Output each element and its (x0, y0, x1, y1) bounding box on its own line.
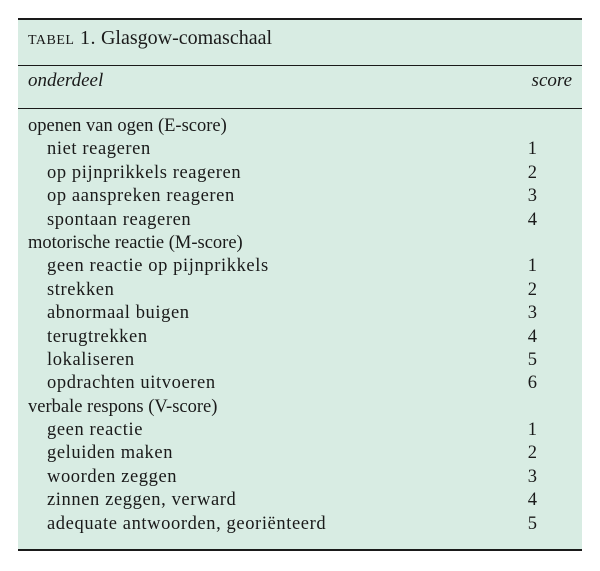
table-row (18, 489, 582, 512)
item-score: 2 (527, 443, 537, 464)
table-row (18, 326, 582, 349)
table-row (18, 442, 582, 465)
item-score: 1 (527, 256, 537, 277)
item-score: 1 (527, 139, 537, 160)
table-row (18, 209, 582, 232)
item-score: 2 (527, 279, 537, 300)
item-description: woorden zeggen (47, 466, 178, 487)
table-row (18, 162, 582, 185)
bottom-rule (18, 549, 582, 551)
item-score: 5 (527, 349, 537, 370)
table-row (18, 419, 582, 442)
table-row (18, 349, 582, 372)
item-description: geen reactie op pijnprikkels (47, 256, 269, 277)
item-score: 4 (527, 326, 537, 347)
item-score: 3 (527, 466, 537, 487)
item-score: 4 (527, 490, 537, 511)
item-description: opdrachten uitvoeren (47, 373, 216, 394)
item-score: 3 (527, 186, 537, 207)
table-row (18, 513, 582, 536)
top-rule (18, 18, 582, 20)
item-description: adequate antwoorden, georiënteerd (47, 513, 327, 534)
caption-label: tabel 1. (28, 27, 96, 49)
item-description: niet reageren (47, 139, 151, 160)
table-body (18, 115, 582, 536)
item-score: 4 (527, 209, 537, 230)
item-score: 1 (527, 420, 537, 441)
item-score: 5 (527, 513, 537, 534)
item-score: 2 (527, 162, 537, 183)
group-heading: openen van ogen (E-score) (28, 116, 227, 136)
group-heading: motorische reactie (M-score) (28, 232, 243, 253)
gcs-table (18, 18, 582, 551)
item-description: terugtrekken (47, 326, 148, 347)
table-row (18, 138, 582, 161)
table-row (18, 302, 582, 325)
table-row (18, 279, 582, 302)
caption-title: Glasgow-comaschaal (100, 27, 273, 49)
table-row (18, 255, 582, 278)
table-caption (28, 24, 272, 52)
item-score: 6 (527, 373, 537, 394)
table-row (18, 466, 582, 489)
item-description: geen reactie (47, 420, 144, 441)
group-heading-row (18, 396, 582, 419)
column-header-part: onderdeel (28, 70, 104, 91)
group-heading: verbale respons (V-score) (28, 396, 218, 417)
group-heading-row (18, 232, 582, 255)
item-description: op aanspreken reageren (47, 186, 235, 207)
item-description: strekken (47, 279, 115, 300)
item-description: spontaan reageren (47, 209, 192, 230)
item-description: zinnen zeggen, verward (47, 490, 237, 511)
header-rule-top (18, 65, 582, 66)
column-header-score: score (531, 70, 572, 91)
header-rule-bottom (18, 108, 582, 109)
group-heading-row (18, 115, 582, 138)
table-row (18, 185, 582, 208)
item-description: lokaliseren (47, 349, 135, 370)
item-description: geluiden maken (47, 443, 174, 464)
item-description: op pijnprikkels reageren (47, 162, 242, 183)
table-row (18, 372, 582, 395)
item-description: abnormaal buigen (47, 303, 190, 324)
item-score: 3 (527, 303, 537, 324)
